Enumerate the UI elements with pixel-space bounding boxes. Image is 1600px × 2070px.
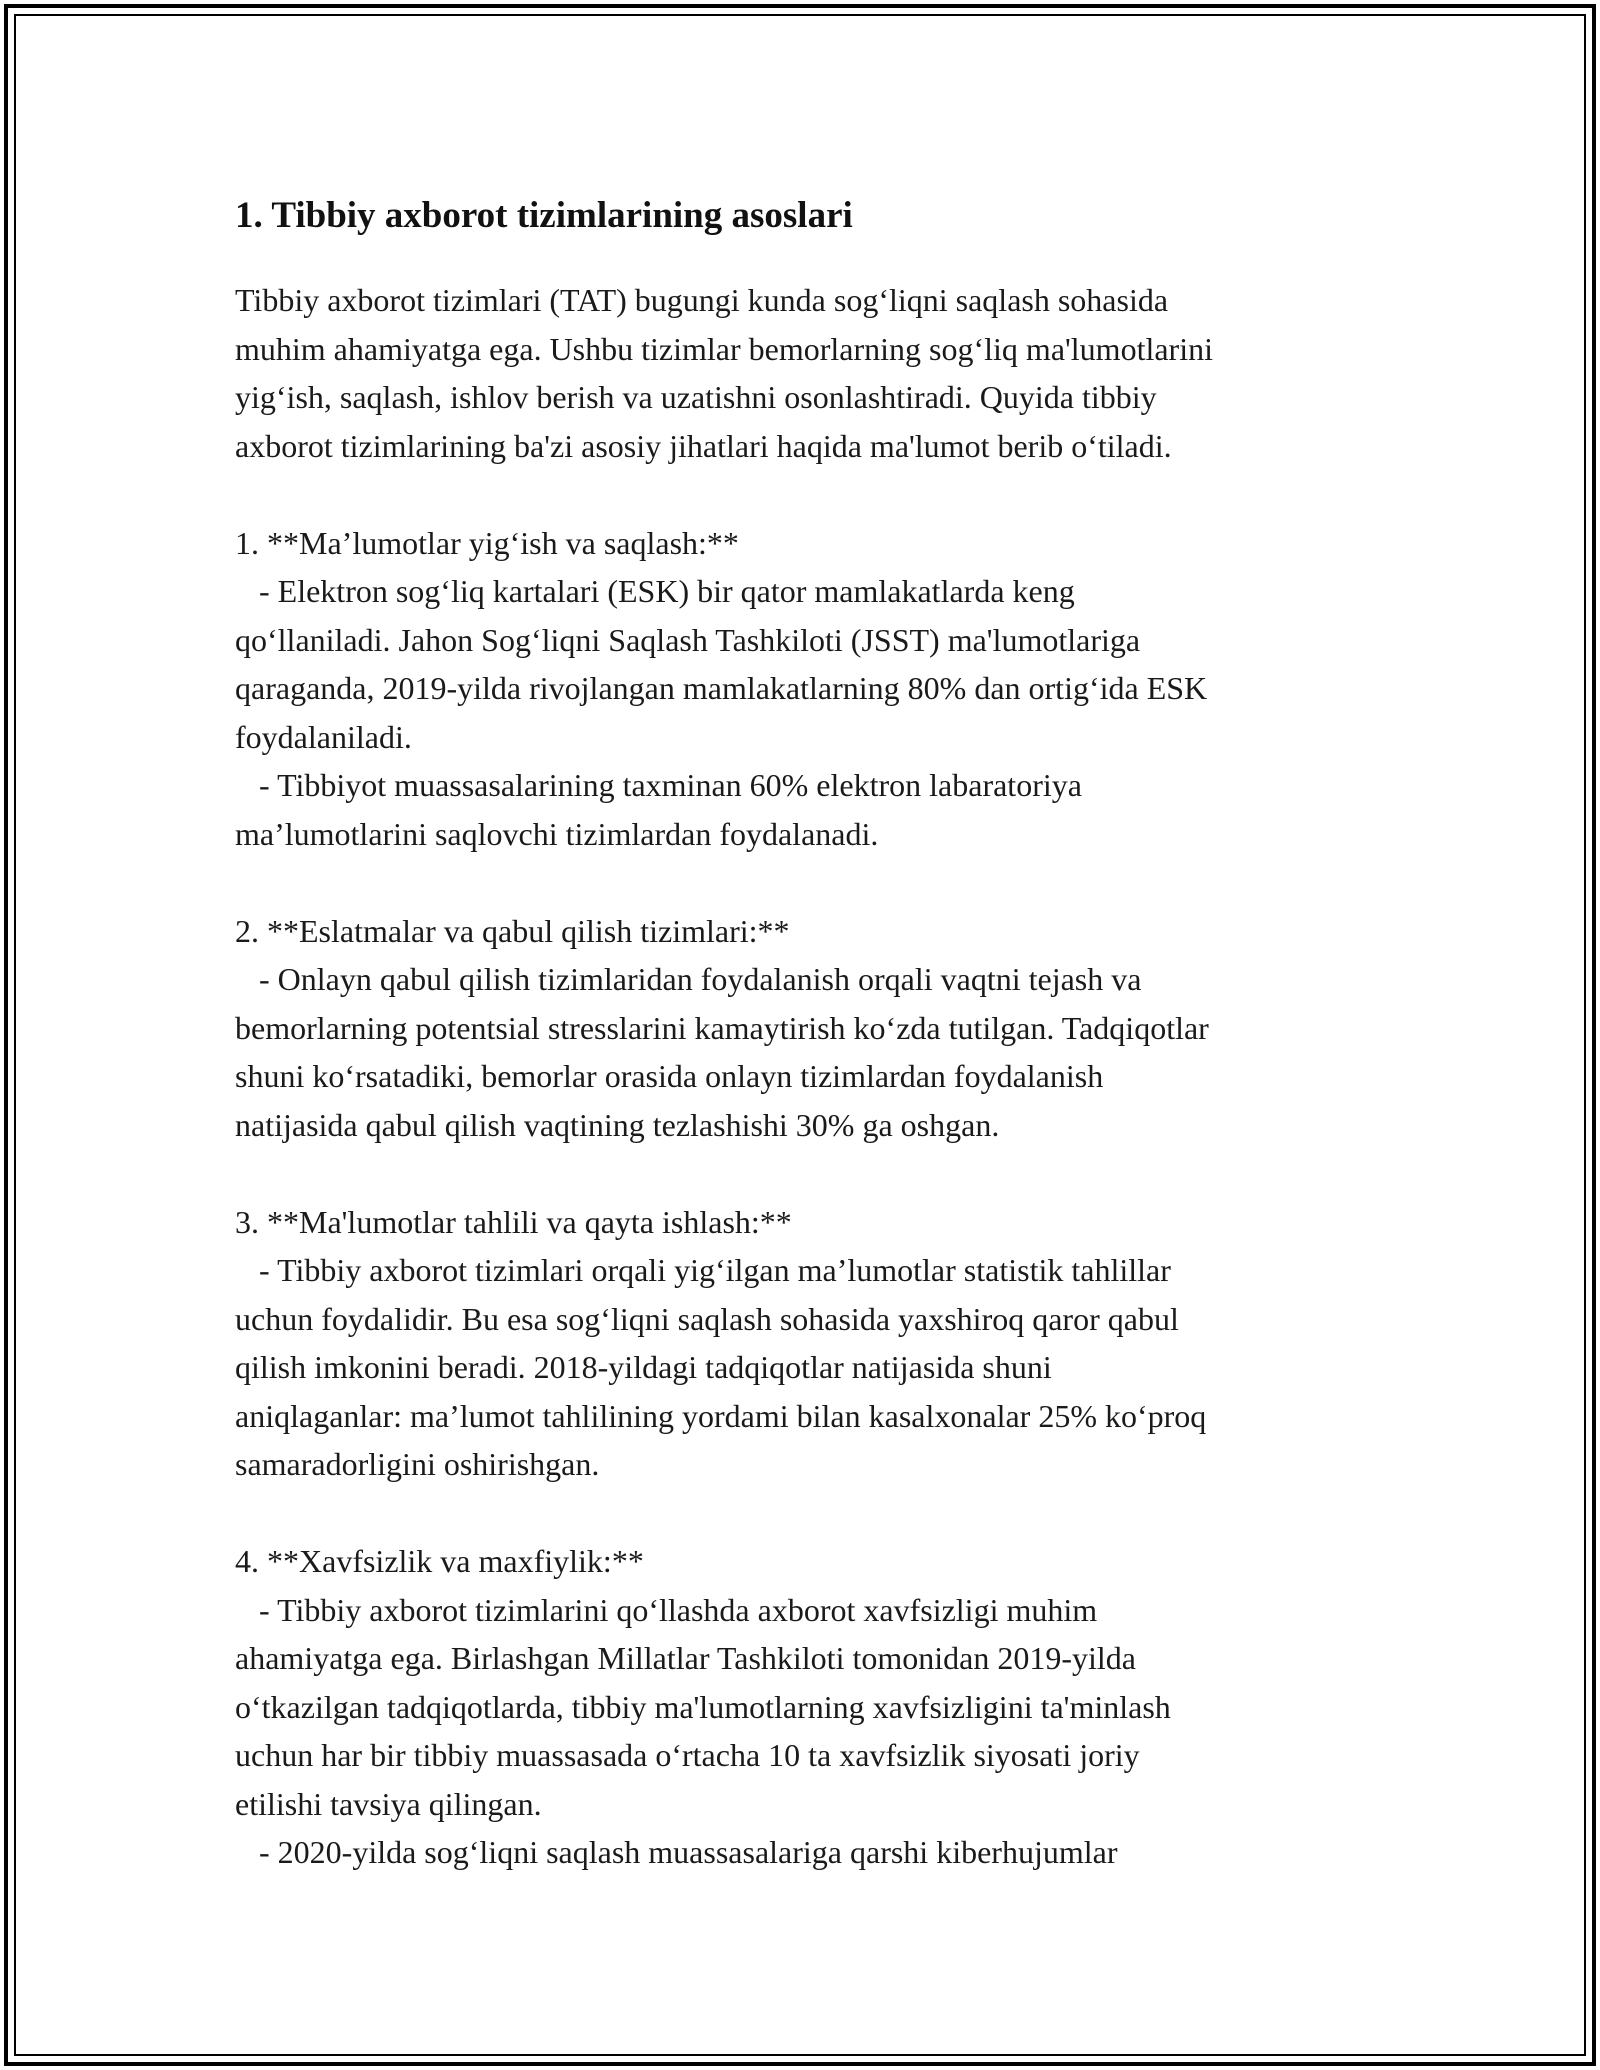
document-heading: 1. Tibbiy axborot tizimlarining asoslari (235, 195, 853, 236)
section-4-bullet-1: - Tibbiy axborot tizimlarini qo‘llashda axborot xavfsizligi muhim ahamiyatga ega. Birlashgan Millatlar Tashkiloti tomonidan 2019-yilda o‘tkazilgan tadqiqotlarda, tibbiy ma'lumotlarning xavfsizligini ta'minlash uchun har bir tibbiy muassasada o‘rtacha 10 ta xavfsizlik siyosati joriy etilishi tavsiya qilingan. (235, 1591, 1171, 1822)
paragraph-gap (235, 1489, 1385, 1538)
section-1-bullet-1: - Elektron sog‘liq kartalari (ESK) bir qator mamlakatlarda keng qo‘llaniladi. Jahon Sog‘liqni Saqlash Tashkiloti (JSST) ma'lumotlariga qaraganda, 2019-yilda rivojlangan mamlakatlarning 80% dan ortig‘ida ESK foydalaniladi. (235, 573, 1208, 755)
document-page (235, 186, 1385, 1877)
paragraph-gap (235, 470, 1385, 519)
section-1-bullet-2: - Tibbiyot muassasalarining taxminan 60% elektron labaratoriya ma’lumotlarini saqlovchi tizimlardan foydalanadi. (235, 767, 1082, 852)
paragraph-gap (235, 858, 1385, 907)
paragraph-gap (235, 1149, 1385, 1198)
section-3-bullet-1: - Tibbiy axborot tizimlari orqali yig‘ilgan ma’lumotlar statistik tahlillar uchun foydalidir. Bu esa sog‘liqni saqlash sohasida yaxshiroq qaror qabul qilish imkonini beradi. 2018-yildagi tadqiqotlar natijasida shuni aniqlaganlar: ma’lumot tahlilining yordami bilan kasalxonalar 25% ko‘proq samaradorligini oshirishgan. (235, 1252, 1207, 1482)
section-2-bullet-1: - Onlayn qabul qilish tizimlaridan foydalanish orqali vaqtni tejash va bemorlarning potentsial stresslarini kamaytirish ko‘zda tutilgan. Tadqiqotlar shuni ko‘rsatadiki, bemorlar orasida onlayn tizimlardan foydalanish natijasida qabul qilish vaqtining tezlashishi 30% ga oshgan. (235, 961, 1209, 1143)
intro-paragraph: Tibbiy axborot tizimlari (TAT) bugungi kunda sog‘liqni saqlash sohasida muhim ahamiyatga ega. Ushbu tizimlar bemorlarning sog‘liq ma'lumotlarini yig‘ish, saqlash, ishlov berish va uzatishni osonlashtiradi. Quyida tibbiy axborot tizimlarining ba'zi asosiy jihatlari haqida ma'lumot berib o‘tiladi. (235, 282, 1213, 464)
section-1-title: 1. **Ma’lumotlar yig‘ish va saqlash:** (235, 524, 739, 561)
section-4-bullet-2: - 2020-yilda sog‘liqni saqlash muassasalariga qarshi kiberhujumlar (235, 1834, 1118, 1870)
section-2-title: 2. **Eslatmalar va qabul qilish tizimlari:** (235, 912, 790, 949)
section-3-title: 3. **Ma'lumotlar tahlili va qayta ishlash:** (235, 1203, 792, 1240)
section-4-title: 4. **Xavfsizlik va maxfiylik:** (235, 1543, 644, 1579)
